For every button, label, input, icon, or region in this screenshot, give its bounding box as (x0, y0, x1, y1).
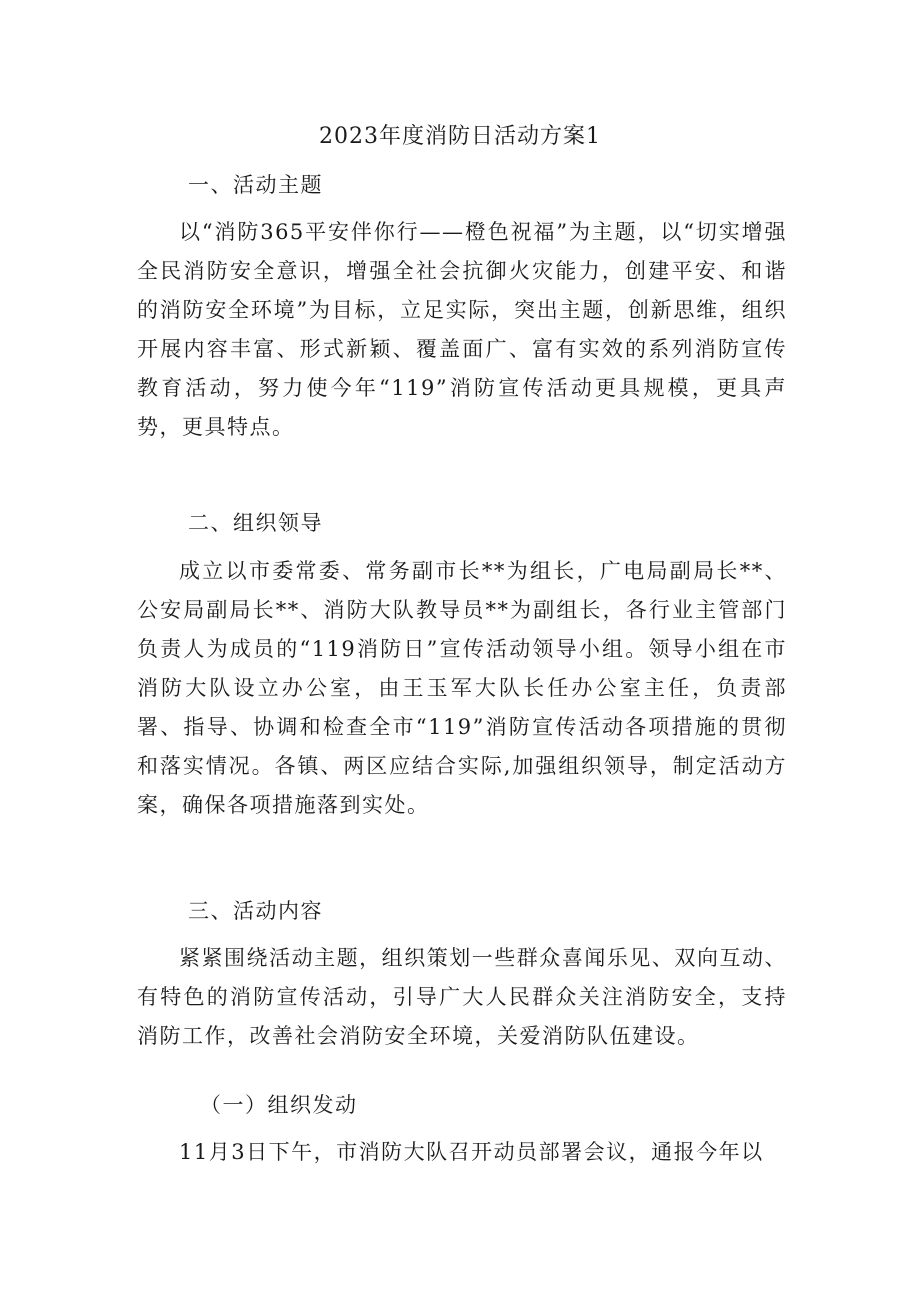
section-paragraph-theme: 以“消防365平安伴你行——橙色祝福”为主题，以“切实增强全民消防安全意识，增强全社会抗御火灾能力，创建平安、和谐的消防安全环境”为目标，立足实际，突出主题，创新思维，组织开展内容丰富、形式新颖、覆盖面广、富有实效的系列消防宣传教育活动，努力使今年“119”消防宣传活动更具规模，更具声势，更具特点。 (137, 220, 787, 439)
section-paragraph-leadership: 成立以市委常委、常务副市长**为组长，广电局副局长**、公安局副局长**、消防大队教导员**为副组长，各行业主管部门负责人为成员的“119消防日”宣传活动领导小组。领导小组在市消防大队设立办公室，由王玉军大队长任办公室主任，负责部署、指导、协调和检查全市“119”消防宣传活动各项措施的贯彻和落实情况。各镇、两区应结合实际,加强组织领导，制定活动方案，确保各项措施落到实处。 (137, 559, 787, 817)
section-heading-content: 三、活动内容 (188, 899, 323, 923)
document-title: 2023年度消防日活动方案1 (319, 124, 601, 149)
section-heading-leadership: 二、组织领导 (188, 511, 323, 535)
subsection-paragraph-mobilization: 11月3日下午，市消防大队召开动员部署会议，通报今年以 (179, 1140, 764, 1164)
section-paragraph-content: 紧紧围绕活动主题，组织策划一些群众喜闻乐见、双向互动、有特色的消防宣传活动，引导广大人民群众关注消防安全，支持消防工作，改善社会消防安全环境，关爱消防队伍建设。 (137, 946, 787, 1048)
subsection-heading-mobilization: （一）组织发动 (200, 1093, 358, 1117)
section-heading-theme: 一、活动主题 (188, 173, 323, 197)
